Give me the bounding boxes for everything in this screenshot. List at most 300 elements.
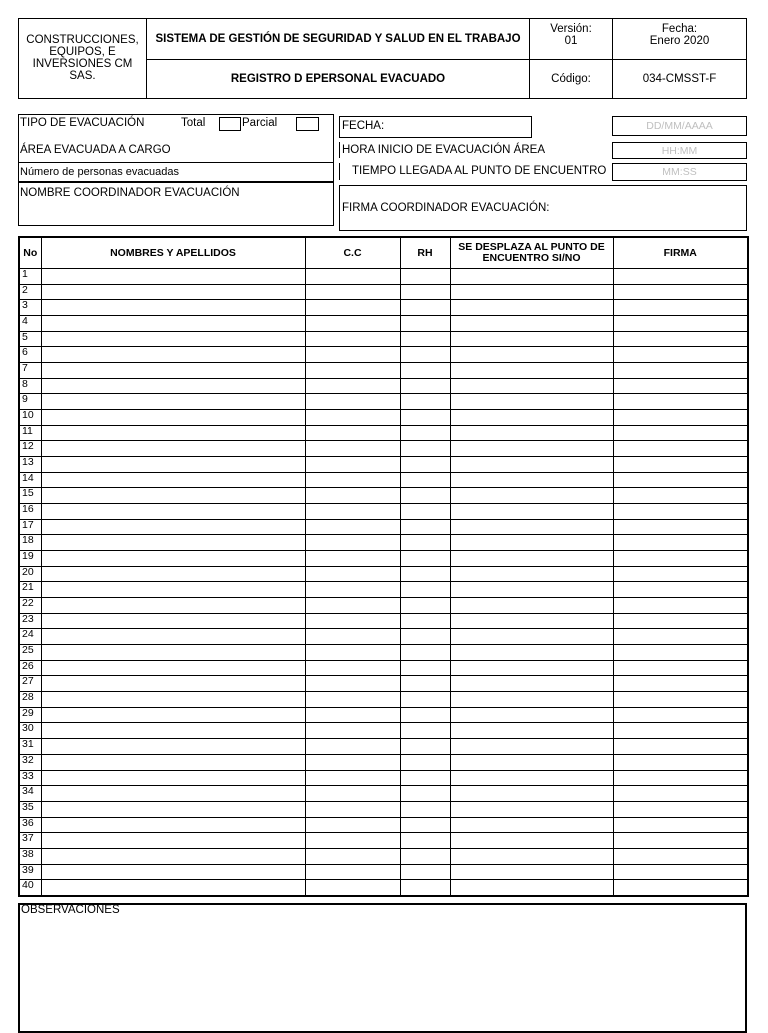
- row-signature-cell[interactable]: [613, 488, 748, 504]
- row-meeting-point-cell[interactable]: [450, 410, 613, 426]
- table-row: [19, 723, 748, 739]
- table-row: [19, 347, 748, 363]
- row-number: 24: [19, 629, 41, 645]
- row-number: 17: [19, 519, 41, 535]
- table-row: [19, 331, 748, 347]
- table-row: [19, 880, 748, 896]
- row-signature-cell[interactable]: [613, 535, 748, 551]
- num-personas-label: Número de personas evacuadas: [20, 166, 179, 178]
- row-rh-cell[interactable]: [400, 707, 450, 723]
- row-name-cell[interactable]: [41, 629, 305, 645]
- row-name-cell[interactable]: [41, 284, 305, 300]
- row-number: 11: [19, 425, 41, 441]
- row-name-cell[interactable]: [41, 754, 305, 770]
- row-signature-cell[interactable]: [613, 504, 748, 520]
- column-header-meeting-point: SE DESPLAZA AL PUNTO DE ENCUENTRO SI/NO: [450, 237, 613, 269]
- row-meeting-point-cell[interactable]: [450, 378, 613, 394]
- row-cc-cell[interactable]: [305, 848, 400, 864]
- row-number: 23: [19, 613, 41, 629]
- row-meeting-point-cell[interactable]: [450, 817, 613, 833]
- row-cc-cell[interactable]: [305, 284, 400, 300]
- divider: [339, 163, 340, 180]
- row-meeting-point-cell[interactable]: [450, 582, 613, 598]
- total-checkbox[interactable]: [219, 117, 241, 131]
- row-signature-cell[interactable]: [613, 676, 748, 692]
- row-rh-cell[interactable]: [400, 410, 450, 426]
- row-meeting-point-cell[interactable]: [450, 801, 613, 817]
- row-number: 32: [19, 754, 41, 770]
- table-header-row: [19, 237, 748, 269]
- row-name-cell[interactable]: [41, 864, 305, 880]
- row-meeting-point-cell[interactable]: [450, 425, 613, 441]
- row-name-cell[interactable]: [41, 598, 305, 614]
- row-signature-cell[interactable]: [613, 598, 748, 614]
- row-name-cell[interactable]: [41, 880, 305, 896]
- row-cc-cell[interactable]: [305, 786, 400, 802]
- evacuation-type-label: TIPO DE EVACUACIÓN: [20, 117, 145, 129]
- row-signature-cell[interactable]: [613, 660, 748, 676]
- row-rh-cell[interactable]: [400, 488, 450, 504]
- row-rh-cell[interactable]: [400, 786, 450, 802]
- row-name-cell[interactable]: [41, 707, 305, 723]
- row-signature-cell[interactable]: [613, 551, 748, 567]
- table-row: [19, 300, 748, 316]
- row-name-cell[interactable]: [41, 723, 305, 739]
- row-name-cell[interactable]: [41, 363, 305, 379]
- row-meeting-point-cell[interactable]: [450, 394, 613, 410]
- table-row: [19, 817, 748, 833]
- row-name-cell[interactable]: [41, 645, 305, 661]
- row-signature-cell[interactable]: [613, 692, 748, 708]
- table-row: [19, 598, 748, 614]
- row-meeting-point-cell[interactable]: [450, 645, 613, 661]
- row-meeting-point-cell[interactable]: [450, 347, 613, 363]
- row-number: 18: [19, 535, 41, 551]
- row-rh-cell[interactable]: [400, 613, 450, 629]
- row-meeting-point-cell[interactable]: [450, 723, 613, 739]
- row-rh-cell[interactable]: [400, 739, 450, 755]
- row-name-cell[interactable]: [41, 504, 305, 520]
- row-signature-cell[interactable]: [613, 864, 748, 880]
- row-number: 30: [19, 723, 41, 739]
- row-rh-cell[interactable]: [400, 363, 450, 379]
- row-name-cell[interactable]: [41, 801, 305, 817]
- observations-label: OBSERVACIONES: [21, 904, 120, 916]
- row-meeting-point-cell[interactable]: [450, 660, 613, 676]
- row-name-cell[interactable]: [41, 347, 305, 363]
- row-cc-cell[interactable]: [305, 833, 400, 849]
- row-cc-cell[interactable]: [305, 378, 400, 394]
- row-number: 31: [19, 739, 41, 755]
- row-name-cell[interactable]: [41, 692, 305, 708]
- row-cc-cell[interactable]: [305, 394, 400, 410]
- row-cc-cell[interactable]: [305, 472, 400, 488]
- row-name-cell[interactable]: [41, 676, 305, 692]
- row-number: 35: [19, 801, 41, 817]
- row-signature-cell[interactable]: [613, 786, 748, 802]
- divider: [18, 162, 334, 163]
- table-row: [19, 316, 748, 332]
- row-meeting-point-cell[interactable]: [450, 316, 613, 332]
- parcial-checkbox[interactable]: [296, 117, 319, 131]
- row-cc-cell[interactable]: [305, 707, 400, 723]
- table-row: [19, 833, 748, 849]
- row-rh-cell[interactable]: [400, 316, 450, 332]
- observations-box[interactable]: [18, 903, 747, 1033]
- row-rh-cell[interactable]: [400, 629, 450, 645]
- row-signature-cell[interactable]: [613, 848, 748, 864]
- row-number: 14: [19, 472, 41, 488]
- table-row: [19, 676, 748, 692]
- date-label: Fecha:: [661, 23, 698, 35]
- table-row: [19, 378, 748, 394]
- row-signature-cell[interactable]: [613, 472, 748, 488]
- row-cc-cell[interactable]: [305, 723, 400, 739]
- column-header-no: No: [19, 237, 41, 269]
- row-signature-cell[interactable]: [613, 817, 748, 833]
- row-cc-cell[interactable]: [305, 801, 400, 817]
- row-number: 39: [19, 864, 41, 880]
- row-number: 40: [19, 880, 41, 896]
- row-name-cell[interactable]: [41, 394, 305, 410]
- row-number: 8: [19, 378, 41, 394]
- row-cc-cell[interactable]: [305, 300, 400, 316]
- row-rh-cell[interactable]: [400, 660, 450, 676]
- row-meeting-point-cell[interactable]: [450, 472, 613, 488]
- row-rh-cell[interactable]: [400, 284, 450, 300]
- row-rh-cell[interactable]: [400, 441, 450, 457]
- row-rh-cell[interactable]: [400, 551, 450, 567]
- row-name-cell[interactable]: [41, 300, 305, 316]
- row-signature-cell[interactable]: [613, 582, 748, 598]
- row-cc-cell[interactable]: [305, 347, 400, 363]
- row-cc-cell[interactable]: [305, 504, 400, 520]
- row-name-cell[interactable]: [41, 331, 305, 347]
- row-cc-cell[interactable]: [305, 660, 400, 676]
- row-rh-cell[interactable]: [400, 472, 450, 488]
- table-row: [19, 645, 748, 661]
- table-row: [19, 441, 748, 457]
- row-meeting-point-cell[interactable]: [450, 770, 613, 786]
- row-cc-cell[interactable]: [305, 488, 400, 504]
- table-row: [19, 519, 748, 535]
- column-header-rh: RH: [400, 237, 450, 269]
- row-cc-cell[interactable]: [305, 331, 400, 347]
- row-meeting-point-cell[interactable]: [450, 676, 613, 692]
- system-title: SISTEMA DE GESTIÓN DE SEGURIDAD Y SALUD EN EL TRABAJO: [155, 33, 521, 45]
- company-name: CONSTRUCCIONES, EQUIPOS, E INVERSIONES CM SAS.: [26, 34, 139, 82]
- row-name-cell[interactable]: [41, 472, 305, 488]
- row-cc-cell[interactable]: [305, 441, 400, 457]
- table-row: [19, 551, 748, 567]
- row-number: 38: [19, 848, 41, 864]
- row-rh-cell[interactable]: [400, 833, 450, 849]
- row-number: 27: [19, 676, 41, 692]
- row-rh-cell[interactable]: [400, 535, 450, 551]
- document-header: [18, 18, 747, 99]
- row-meeting-point-cell[interactable]: [450, 535, 613, 551]
- row-cc-cell[interactable]: [305, 770, 400, 786]
- row-number: 1: [19, 269, 41, 285]
- row-cc-cell[interactable]: [305, 316, 400, 332]
- row-signature-cell[interactable]: [613, 347, 748, 363]
- row-cc-cell[interactable]: [305, 551, 400, 567]
- table-row: [19, 535, 748, 551]
- row-cc-cell[interactable]: [305, 425, 400, 441]
- row-name-cell[interactable]: [41, 457, 305, 473]
- row-signature-cell[interactable]: [613, 457, 748, 473]
- form-title: REGISTRO D EPERSONAL EVACUADO: [230, 72, 446, 85]
- row-name-cell[interactable]: [41, 316, 305, 332]
- row-meeting-point-cell[interactable]: [450, 504, 613, 520]
- row-signature-cell[interactable]: [613, 410, 748, 426]
- row-rh-cell[interactable]: [400, 394, 450, 410]
- table-row: [19, 770, 748, 786]
- row-rh-cell[interactable]: [400, 269, 450, 285]
- row-number: 36: [19, 817, 41, 833]
- version-block: [530, 23, 612, 57]
- row-name-cell[interactable]: [41, 848, 305, 864]
- row-number: 15: [19, 488, 41, 504]
- row-number: 19: [19, 551, 41, 567]
- row-cc-cell[interactable]: [305, 566, 400, 582]
- row-rh-cell[interactable]: [400, 880, 450, 896]
- row-signature-cell[interactable]: [613, 833, 748, 849]
- table-row: [19, 504, 748, 520]
- row-signature-cell[interactable]: [613, 394, 748, 410]
- row-name-cell[interactable]: [41, 770, 305, 786]
- row-name-cell[interactable]: [41, 786, 305, 802]
- row-number: 21: [19, 582, 41, 598]
- row-signature-cell[interactable]: [613, 801, 748, 817]
- row-meeting-point-cell[interactable]: [450, 707, 613, 723]
- row-number: 25: [19, 645, 41, 661]
- row-cc-cell[interactable]: [305, 598, 400, 614]
- row-cc-cell[interactable]: [305, 645, 400, 661]
- coordinator-signature-label: FIRMA COORDINADOR EVACUACIÓN:: [342, 202, 550, 214]
- row-rh-cell[interactable]: [400, 519, 450, 535]
- row-signature-cell[interactable]: [613, 363, 748, 379]
- row-meeting-point-cell[interactable]: [450, 488, 613, 504]
- row-rh-cell[interactable]: [400, 331, 450, 347]
- row-signature-cell[interactable]: [613, 300, 748, 316]
- row-rh-cell[interactable]: [400, 723, 450, 739]
- row-name-cell[interactable]: [41, 817, 305, 833]
- row-meeting-point-cell[interactable]: [450, 284, 613, 300]
- row-name-cell[interactable]: [41, 410, 305, 426]
- row-signature-cell[interactable]: [613, 754, 748, 770]
- row-number: 16: [19, 504, 41, 520]
- row-name-cell[interactable]: [41, 582, 305, 598]
- row-meeting-point-cell[interactable]: [450, 613, 613, 629]
- coordinator-name-label: NOMBRE COORDINADOR EVACUACIÓN: [20, 187, 240, 199]
- row-meeting-point-cell[interactable]: [450, 331, 613, 347]
- row-signature-cell[interactable]: [613, 613, 748, 629]
- row-name-cell[interactable]: [41, 551, 305, 567]
- row-meeting-point-cell[interactable]: [450, 598, 613, 614]
- row-signature-cell[interactable]: [613, 316, 748, 332]
- row-number: 4: [19, 316, 41, 332]
- row-cc-cell[interactable]: [305, 269, 400, 285]
- row-rh-cell[interactable]: [400, 848, 450, 864]
- row-signature-cell[interactable]: [613, 519, 748, 535]
- divider: [339, 142, 340, 158]
- row-cc-cell[interactable]: [305, 864, 400, 880]
- row-number: 2: [19, 284, 41, 300]
- row-meeting-point-cell[interactable]: [450, 441, 613, 457]
- row-signature-cell[interactable]: [613, 441, 748, 457]
- row-name-cell[interactable]: [41, 660, 305, 676]
- row-name-cell[interactable]: [41, 519, 305, 535]
- row-meeting-point-cell[interactable]: [450, 566, 613, 582]
- row-rh-cell[interactable]: [400, 676, 450, 692]
- row-rh-cell[interactable]: [400, 598, 450, 614]
- fecha-input[interactable]: DD/MM/AAAA: [612, 116, 747, 136]
- row-rh-cell[interactable]: [400, 347, 450, 363]
- row-number: 5: [19, 331, 41, 347]
- row-cc-cell[interactable]: [305, 457, 400, 473]
- row-meeting-point-cell[interactable]: [450, 833, 613, 849]
- row-rh-cell[interactable]: [400, 582, 450, 598]
- row-signature-cell[interactable]: [613, 707, 748, 723]
- row-signature-cell[interactable]: [613, 378, 748, 394]
- row-rh-cell[interactable]: [400, 692, 450, 708]
- hora-label: HORA INICIO DE EVACUACIÓN ÁREA: [342, 144, 545, 156]
- row-rh-cell[interactable]: [400, 801, 450, 817]
- row-rh-cell[interactable]: [400, 754, 450, 770]
- row-meeting-point-cell[interactable]: [450, 848, 613, 864]
- row-number: 13: [19, 457, 41, 473]
- fecha-label: FECHA:: [342, 120, 385, 132]
- version-label: Versión:: [550, 23, 592, 35]
- evacuees-table: [18, 236, 749, 897]
- row-signature-cell[interactable]: [613, 723, 748, 739]
- row-signature-cell[interactable]: [613, 770, 748, 786]
- row-name-cell[interactable]: [41, 566, 305, 582]
- row-rh-cell[interactable]: [400, 770, 450, 786]
- row-name-cell[interactable]: [41, 613, 305, 629]
- column-header-signature: FIRMA: [613, 237, 748, 269]
- row-meeting-point-cell[interactable]: [450, 519, 613, 535]
- row-signature-cell[interactable]: [613, 331, 748, 347]
- row-name-cell[interactable]: [41, 425, 305, 441]
- code-label: Código:: [551, 72, 591, 85]
- code-value: 034-CMSST-F: [642, 72, 717, 85]
- row-name-cell[interactable]: [41, 488, 305, 504]
- table-row: [19, 363, 748, 379]
- row-meeting-point-cell[interactable]: [450, 629, 613, 645]
- row-number: 6: [19, 347, 41, 363]
- table-row: [19, 284, 748, 300]
- row-signature-cell[interactable]: [613, 284, 748, 300]
- row-signature-cell[interactable]: [613, 880, 748, 896]
- row-signature-cell[interactable]: [613, 629, 748, 645]
- table-row: [19, 801, 748, 817]
- column-header-names: NOMBRES Y APELLIDOS: [41, 237, 305, 269]
- row-rh-cell[interactable]: [400, 378, 450, 394]
- row-cc-cell[interactable]: [305, 880, 400, 896]
- row-meeting-point-cell[interactable]: [450, 457, 613, 473]
- row-signature-cell[interactable]: [613, 645, 748, 661]
- table-row: [19, 864, 748, 880]
- row-rh-cell[interactable]: [400, 645, 450, 661]
- row-number: 22: [19, 598, 41, 614]
- row-cc-cell[interactable]: [305, 535, 400, 551]
- row-rh-cell[interactable]: [400, 300, 450, 316]
- parcial-label: Parcial: [242, 117, 278, 129]
- column-header-cc: C.C: [305, 237, 400, 269]
- table-row: [19, 613, 748, 629]
- row-number: 28: [19, 692, 41, 708]
- row-meeting-point-cell[interactable]: [450, 692, 613, 708]
- table-row: [19, 269, 748, 285]
- row-name-cell[interactable]: [41, 833, 305, 849]
- row-cc-cell[interactable]: [305, 754, 400, 770]
- row-name-cell[interactable]: [41, 378, 305, 394]
- table-row: [19, 848, 748, 864]
- date-block: [613, 23, 746, 57]
- row-name-cell[interactable]: [41, 441, 305, 457]
- row-signature-cell[interactable]: [613, 269, 748, 285]
- table-row: [19, 707, 748, 723]
- table-row: [19, 739, 748, 755]
- row-meeting-point-cell[interactable]: [450, 363, 613, 379]
- area-label: ÁREA EVACUADA A CARGO: [20, 144, 171, 156]
- row-rh-cell[interactable]: [400, 425, 450, 441]
- row-name-cell[interactable]: [41, 739, 305, 755]
- table-row: [19, 566, 748, 582]
- row-number: 33: [19, 770, 41, 786]
- row-cc-cell[interactable]: [305, 613, 400, 629]
- row-meeting-point-cell[interactable]: [450, 551, 613, 567]
- version-value: 01: [564, 35, 578, 47]
- row-meeting-point-cell[interactable]: [450, 269, 613, 285]
- date-value: Enero 2020: [649, 35, 710, 47]
- row-meeting-point-cell[interactable]: [450, 754, 613, 770]
- row-rh-cell[interactable]: [400, 817, 450, 833]
- tiempo-input[interactable]: MM:SS: [612, 163, 747, 181]
- row-signature-cell[interactable]: [613, 566, 748, 582]
- row-meeting-point-cell[interactable]: [450, 739, 613, 755]
- hora-input[interactable]: HH:MM: [612, 142, 747, 159]
- row-cc-cell[interactable]: [305, 692, 400, 708]
- table-row: [19, 786, 748, 802]
- row-signature-cell[interactable]: [613, 425, 748, 441]
- row-cc-cell[interactable]: [305, 410, 400, 426]
- row-signature-cell[interactable]: [613, 739, 748, 755]
- row-meeting-point-cell[interactable]: [450, 864, 613, 880]
- row-name-cell[interactable]: [41, 269, 305, 285]
- row-number: 34: [19, 786, 41, 802]
- row-meeting-point-cell[interactable]: [450, 300, 613, 316]
- row-name-cell[interactable]: [41, 535, 305, 551]
- row-cc-cell[interactable]: [305, 363, 400, 379]
- row-cc-cell[interactable]: [305, 582, 400, 598]
- row-cc-cell[interactable]: [305, 676, 400, 692]
- row-cc-cell[interactable]: [305, 519, 400, 535]
- row-meeting-point-cell[interactable]: [450, 786, 613, 802]
- row-cc-cell[interactable]: [305, 817, 400, 833]
- row-rh-cell[interactable]: [400, 864, 450, 880]
- row-meeting-point-cell[interactable]: [450, 880, 613, 896]
- row-number: 10: [19, 410, 41, 426]
- table-row: [19, 472, 748, 488]
- row-cc-cell[interactable]: [305, 629, 400, 645]
- row-rh-cell[interactable]: [400, 566, 450, 582]
- row-cc-cell[interactable]: [305, 739, 400, 755]
- row-rh-cell[interactable]: [400, 457, 450, 473]
- row-rh-cell[interactable]: [400, 504, 450, 520]
